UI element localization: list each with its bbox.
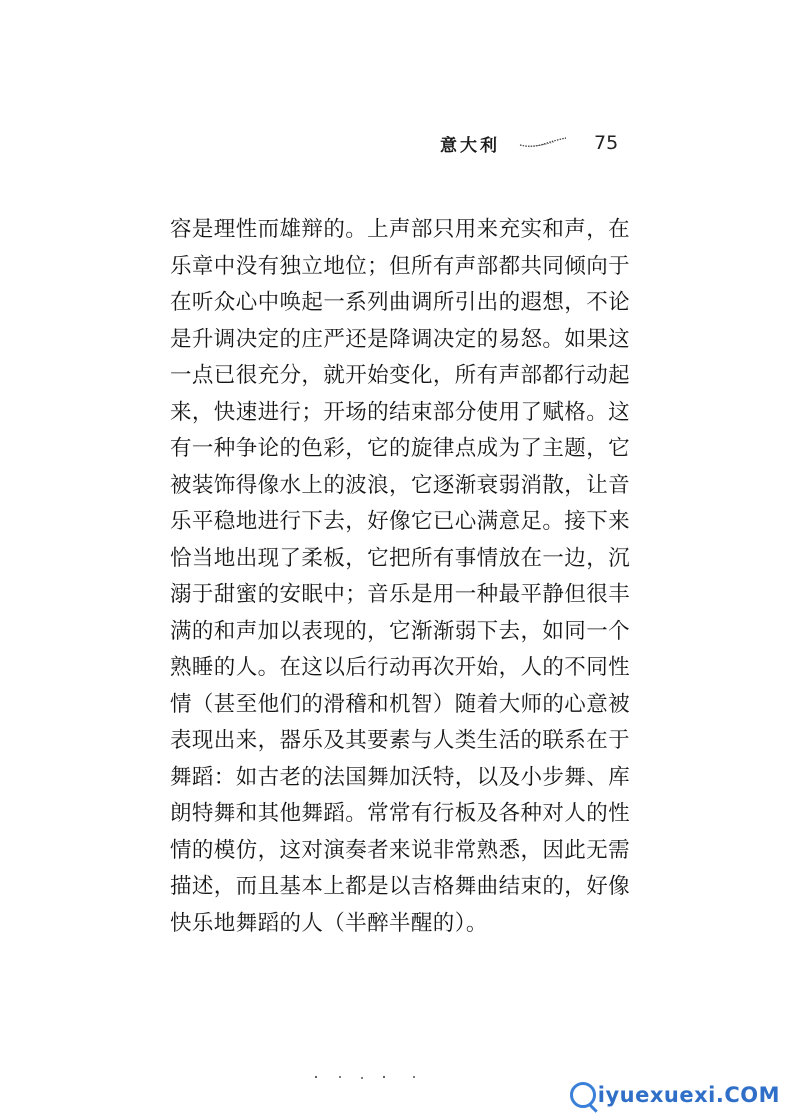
ornament-icon <box>518 136 568 150</box>
body-paragraph: 容是理性而雄辩的。上声部只用来充实和声，在乐章中没有独立地位；但所有声部都共同倾向于在听众心中唤起一系列曲调所引出的遐想，不论是升调决定的庄严还是降调决定的易怒。如果这一点已很充分，就开始变化，所有声部都行动起来，快速进行；开场的结束部分使用了赋格。这有一种争论的色彩，它的旋律点成为了主题，它被装饰得像水上的波浪，它逐渐衰弱消散，让音乐平稳地进行下去，好像它已心满意足。接下来恰当地出现了柔板，它把所有事情放在一边，沉溺于甜蜜的安眠中；音乐是用一种最平静但很丰满的和声加以表现的，它渐渐弱下去，如同一个熟睡的人。在这以后行动再次开始，人的不同性情（甚至他们的滑稽和机智）随着大师的心意被表现出来，器乐及其要素与人类生活的联系在于舞蹈：如古老的法国舞加沃特，以及小步舞、库朗特舞和其他舞蹈。常常有行板及各种对人的性情的模仿，这对演奏者来说非常熟悉，因此无需描述，而且基本上都是以吉格舞曲结束的，好像快乐地舞蹈的人（半醉半醒的）。 <box>170 217 630 936</box>
chapter-title: 意大利 <box>440 135 500 156</box>
page-number: 75 <box>594 132 619 154</box>
running-header <box>440 128 618 158</box>
watermark <box>570 1082 780 1108</box>
scan-artifact-dots <box>310 1070 430 1084</box>
watermark-text: iyuexuexi.COM <box>597 1083 780 1107</box>
q-magnifier-icon <box>570 1082 596 1108</box>
